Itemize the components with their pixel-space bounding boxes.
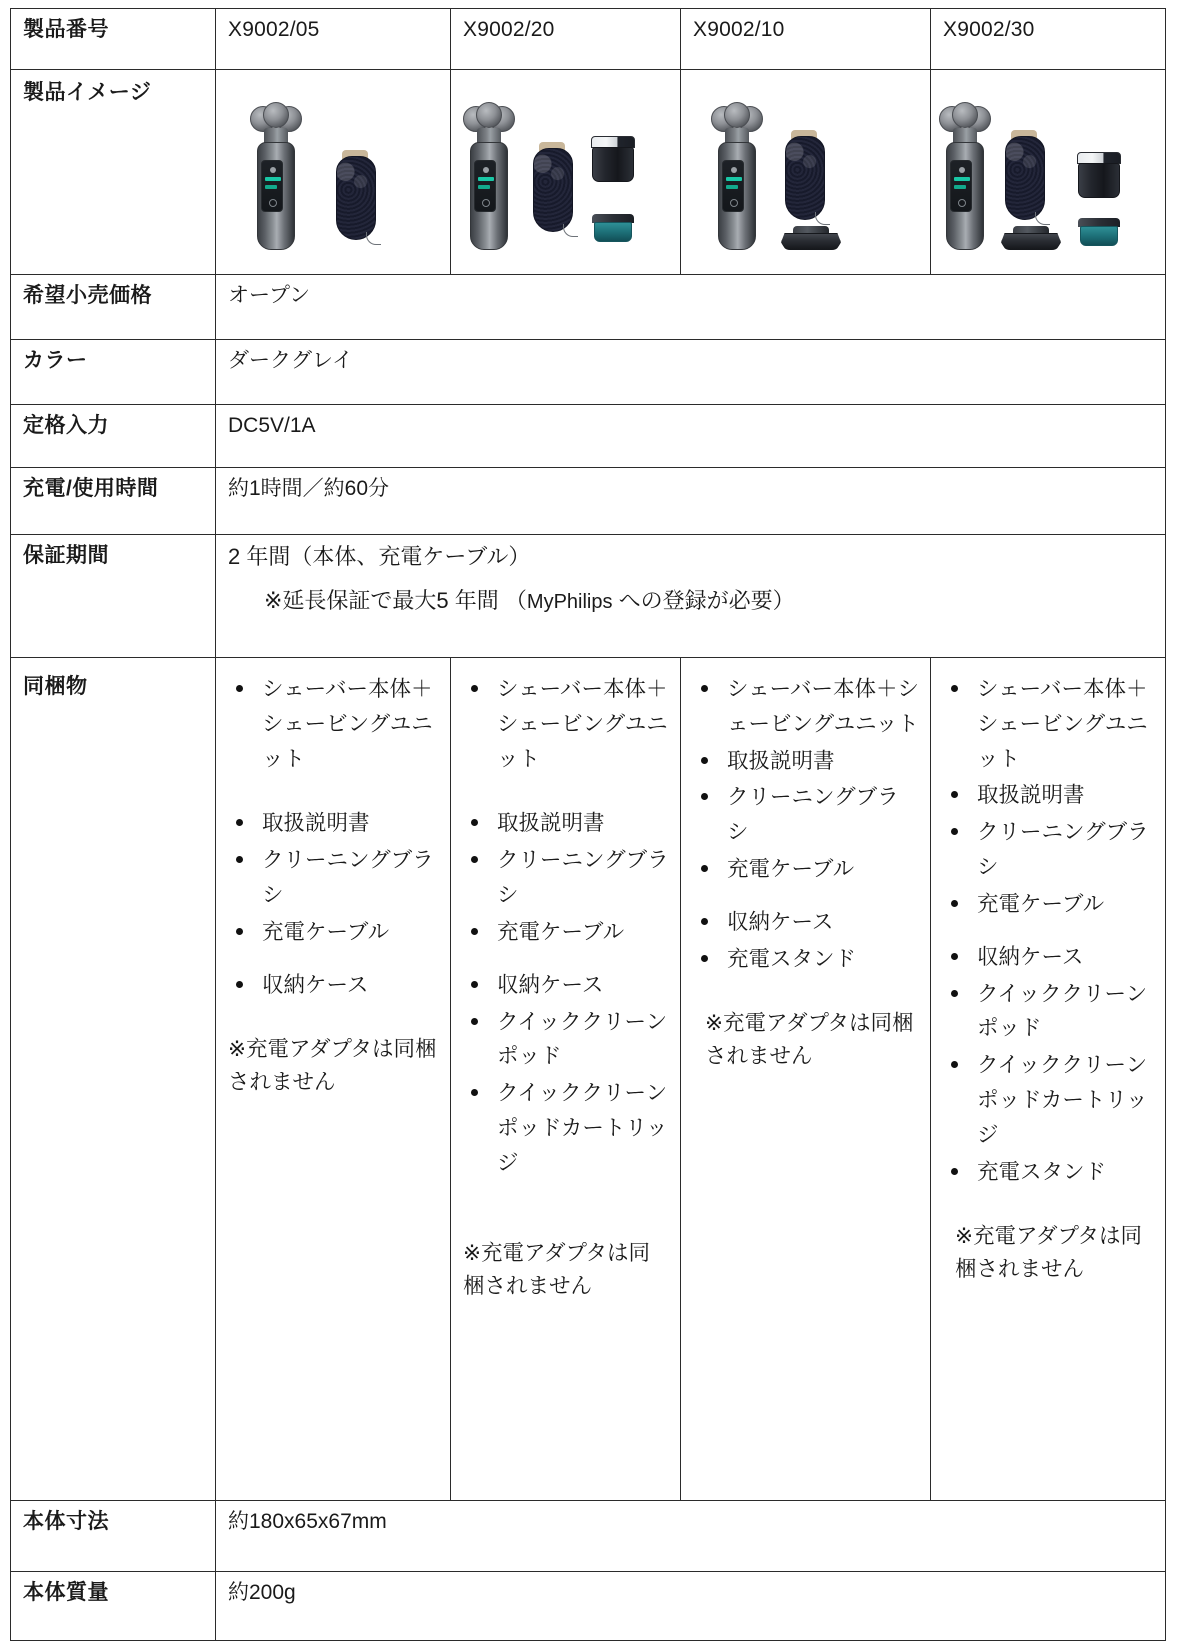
table-row-product-image xyxy=(11,70,1166,275)
shaver-icon xyxy=(939,102,991,252)
bundled-items-list-3 xyxy=(693,672,920,977)
list-item: 収納ケース xyxy=(228,968,440,1003)
row-label-bundled-items: 同梱物 xyxy=(11,658,216,1501)
warranty-note-post: への登録が必要） xyxy=(612,587,795,613)
bundled-items-cell-3 xyxy=(681,658,931,1501)
list-item: シェーバー本体＋シェービングユニット xyxy=(228,672,440,776)
color-value: ダークグレイ xyxy=(216,340,1166,405)
row-label-dimensions: 本体寸法 xyxy=(11,1501,216,1572)
table-row-bundled-items xyxy=(11,658,1166,1501)
shaver-icon xyxy=(250,102,302,252)
model-number-2: X9002/20 xyxy=(451,9,681,70)
product-image-group-1 xyxy=(216,70,450,260)
list-item: クイッククリーンポッド xyxy=(463,1005,670,1075)
adapter-note-2: ※充電アダプタは同梱されません xyxy=(463,1240,651,1299)
list-item: 充電スタンド xyxy=(693,942,920,977)
shaver-icon xyxy=(711,102,763,252)
row-label-charge-time: 充電/使用時間 xyxy=(11,468,216,535)
bundled-items-cell-4 xyxy=(931,658,1166,1501)
product-spec-table xyxy=(10,8,1166,1641)
bundled-items-list-2 xyxy=(463,672,670,1181)
list-item: 充電ケーブル xyxy=(943,887,1155,922)
model-number-3: X9002/10 xyxy=(681,9,931,70)
table-row-rated-input xyxy=(11,405,1166,468)
warranty-primary-text: 2 年間（本体、充電ケーブル） xyxy=(228,544,531,569)
myphilips-brand-name: MyPhilips xyxy=(526,590,613,613)
cleaning-brush-icon xyxy=(336,150,376,246)
adapter-note-4: ※充電アダプタは同梱されません xyxy=(955,1223,1143,1281)
list-item: クイッククリーンポッド xyxy=(943,977,1155,1047)
shaver-icon xyxy=(463,102,515,252)
list-item: 取扱説明書 xyxy=(463,806,670,841)
shaver-head-icon xyxy=(939,102,991,132)
cleaning-brush-icon xyxy=(1005,130,1045,226)
cleaning-brush-icon xyxy=(785,130,825,226)
table-row-price xyxy=(11,275,1166,340)
list-item: 取扱説明書 xyxy=(228,806,440,841)
weight-value: 約200g xyxy=(216,1572,1166,1641)
shaver-display-icon xyxy=(950,160,972,212)
charging-stand-icon xyxy=(1001,226,1061,252)
bundled-items-list-4 xyxy=(943,672,1155,1190)
warranty-extension-note xyxy=(228,585,1155,617)
product-image-cell-3 xyxy=(681,70,931,275)
rated-input-value: DC5V/1A xyxy=(216,405,1166,468)
warranty-value xyxy=(216,535,1166,658)
table-row-charge-time xyxy=(11,468,1166,535)
list-item: 収納ケース xyxy=(943,940,1155,975)
quick-clean-pod-icon xyxy=(591,136,635,182)
list-item: 取扱説明書 xyxy=(943,778,1155,813)
row-label-color: カラー xyxy=(11,340,216,405)
row-label-weight: 本体質量 xyxy=(11,1572,216,1641)
adapter-note-3: ※充電アダプタは同梱されません xyxy=(705,1010,914,1068)
row-label-price: 希望小売価格 xyxy=(11,275,216,340)
list-item: クリーニングブラシ xyxy=(943,815,1155,885)
table-row-model-number xyxy=(11,9,1166,70)
shaver-head-icon xyxy=(711,102,763,132)
row-label-warranty: 保証期間 xyxy=(11,535,216,658)
product-image-group-4 xyxy=(931,70,1165,260)
list-item: 充電ケーブル xyxy=(693,852,920,887)
quick-clean-pod-icon xyxy=(1077,152,1121,198)
bundled-items-list-1 xyxy=(228,672,440,1003)
shaver-head-icon xyxy=(463,102,515,132)
shaver-head-icon xyxy=(250,102,302,132)
charging-stand-icon xyxy=(781,226,841,252)
product-image-group-2 xyxy=(451,70,680,260)
list-item: 収納ケース xyxy=(463,968,670,1003)
row-label-model-number: 製品番号 xyxy=(11,9,216,70)
table-row-warranty xyxy=(11,535,1166,658)
row-label-product-image: 製品イメージ xyxy=(11,70,216,275)
shaver-display-icon xyxy=(722,160,744,212)
bundled-items-cell-2 xyxy=(451,658,681,1501)
list-item: 充電スタンド xyxy=(943,1155,1155,1190)
quick-clean-cartridge-icon xyxy=(1078,218,1120,246)
list-item: クリーニングブラシ xyxy=(693,780,920,850)
list-item: 取扱説明書 xyxy=(693,744,920,779)
warranty-note-pre: ※延長保証で最大5 年間 （ xyxy=(264,587,527,613)
list-item: シェーバー本体＋シェービングユニット xyxy=(943,672,1155,776)
charge-time-value: 約1時間／約60分 xyxy=(216,468,1166,535)
list-item: 充電ケーブル xyxy=(463,915,670,950)
product-image-cell-4 xyxy=(931,70,1166,275)
product-image-group-3 xyxy=(681,70,930,260)
cleaning-brush-icon xyxy=(533,142,573,238)
list-item: シェーバー本体＋シェービングユニット xyxy=(463,672,670,776)
table-row-weight xyxy=(11,1572,1166,1641)
list-item: 充電ケーブル xyxy=(228,915,440,950)
list-item: クイッククリーンポッドカートリッジ xyxy=(943,1048,1155,1152)
shaver-display-icon xyxy=(261,160,283,212)
price-value: オープン xyxy=(216,275,1166,340)
product-image-cell-1 xyxy=(216,70,451,275)
list-item: クリーニングブラシ xyxy=(228,843,440,913)
model-number-4: X9002/30 xyxy=(931,9,1166,70)
shaver-display-icon xyxy=(474,160,496,212)
list-item: 収納ケース xyxy=(693,905,920,940)
dimensions-value: 約180x65x67mm xyxy=(216,1501,1166,1572)
list-item: クリーニングブラシ xyxy=(463,843,670,913)
model-number-1: X9002/05 xyxy=(216,9,451,70)
product-image-cell-2 xyxy=(451,70,681,275)
list-item: シェーバー本体＋シェービングユニット xyxy=(693,672,920,742)
bundled-items-cell-1 xyxy=(216,658,451,1501)
table-row-color xyxy=(11,340,1166,405)
list-item: クイッククリーンポッドカートリッジ xyxy=(463,1076,670,1180)
adapter-note-1: ※充電アダプタは同梱されません xyxy=(228,1036,437,1094)
quick-clean-cartridge-icon xyxy=(592,214,634,242)
row-label-rated-input: 定格入力 xyxy=(11,405,216,468)
table-row-dimensions xyxy=(11,1501,1166,1572)
